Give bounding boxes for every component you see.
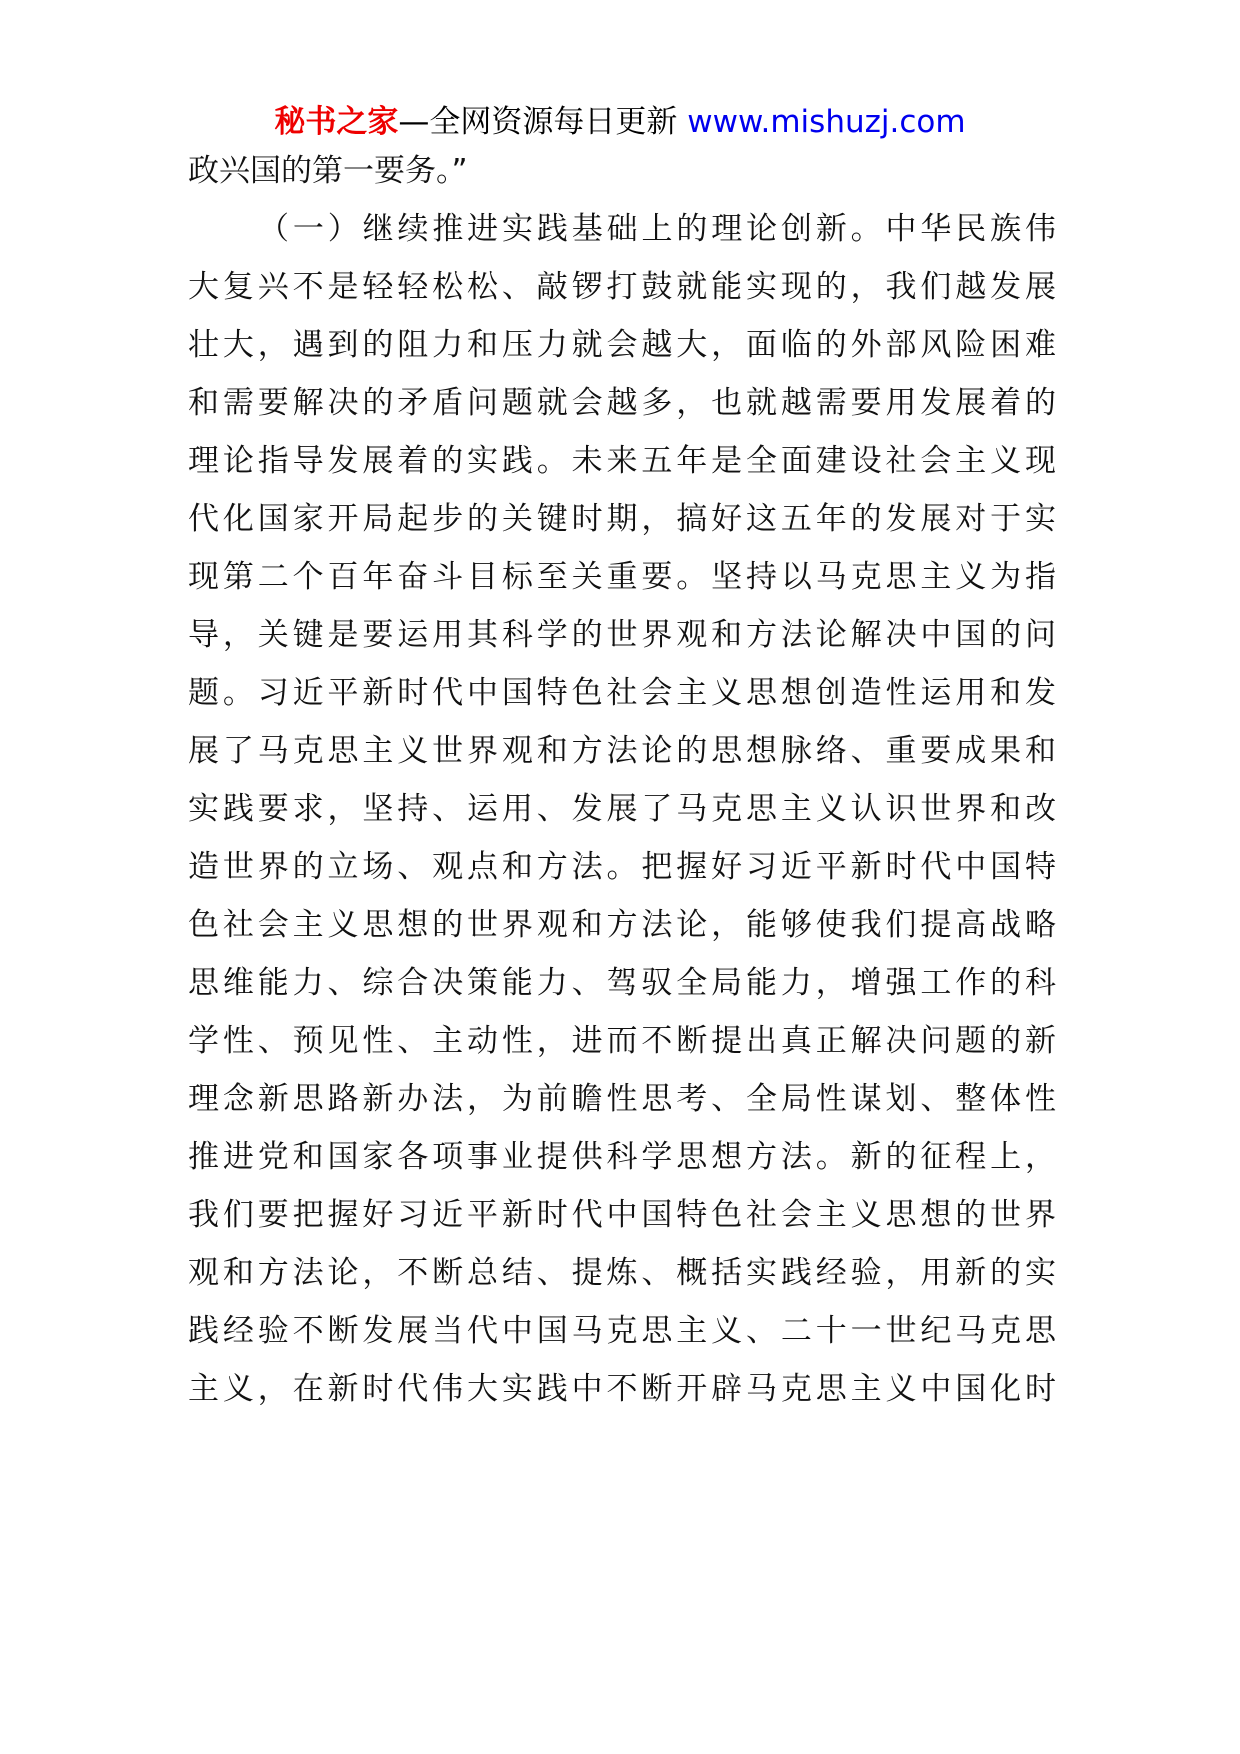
brand-name: 秘书之家	[274, 104, 399, 140]
header-tagline: —全网资源每日更新	[398, 104, 678, 140]
text-line: 践经验不断发展当代中国马克思主义、二十一世纪马克思	[188, 1313, 1056, 1349]
text-line: 推进党和国家各项事业提供科学思想方法。新的征程上，	[188, 1139, 1056, 1175]
text-line: 我们要把握好习近平新时代中国特色社会主义思想的世界	[188, 1197, 1056, 1233]
text-line: 造世界的立场、观点和方法。把握好习近平新时代中国特	[188, 849, 1056, 885]
text-line: 观和方法论，不断总结、提炼、概括实践经验，用新的实	[188, 1255, 1056, 1291]
text-line: 理念新思路新办法，为前瞻性思考、全局性谋划、整体性	[188, 1081, 1056, 1117]
page-header	[0, 100, 1240, 144]
text-line: 大复兴不是轻轻松松、敲锣打鼓就能实现的，我们越发展	[188, 269, 1056, 305]
text-line: 主义，在新时代伟大实践中不断开辟马克思主义中国化时	[188, 1371, 1056, 1407]
text-line: 题。习近平新时代中国特色社会主义思想创造性运用和发	[188, 675, 1056, 711]
text-line: 展了马克思主义世界观和方法论的思想脉络、重要成果和	[188, 733, 1056, 769]
text-line: （一）继续推进实践基础上的理论创新。中华民族伟	[258, 211, 1056, 247]
text-line: 现第二个百年奋斗目标至关重要。坚持以马克思主义为指	[188, 559, 1056, 595]
text-line: 色社会主义思想的世界观和方法论，能够使我们提高战略	[188, 907, 1056, 943]
text-line: 实践要求，坚持、运用、发展了马克思主义认识世界和改	[188, 791, 1056, 827]
text-line: 壮大，遇到的阻力和压力就会越大，面临的外部风险困难	[188, 327, 1056, 363]
website-link[interactable]: www.mishuzj.com	[687, 104, 966, 140]
text-line: 思维能力、综合决策能力、驾驭全局能力，增强工作的科	[188, 965, 1056, 1001]
text-line: 理论指导发展着的实践。未来五年是全面建设社会主义现	[188, 443, 1056, 479]
text-line: 学性、预见性、主动性，进而不断提出真正解决问题的新	[188, 1023, 1056, 1059]
text-line: 政兴国的第一要务。”	[188, 153, 468, 189]
text-line: 和需要解决的矛盾问题就会越多，也就越需要用发展着的	[188, 385, 1056, 421]
text-line: 导，关键是要运用其科学的世界观和方法论解决中国的问	[188, 617, 1056, 653]
text-line: 代化国家开局起步的关键时期，搞好这五年的发展对于实	[188, 501, 1056, 537]
